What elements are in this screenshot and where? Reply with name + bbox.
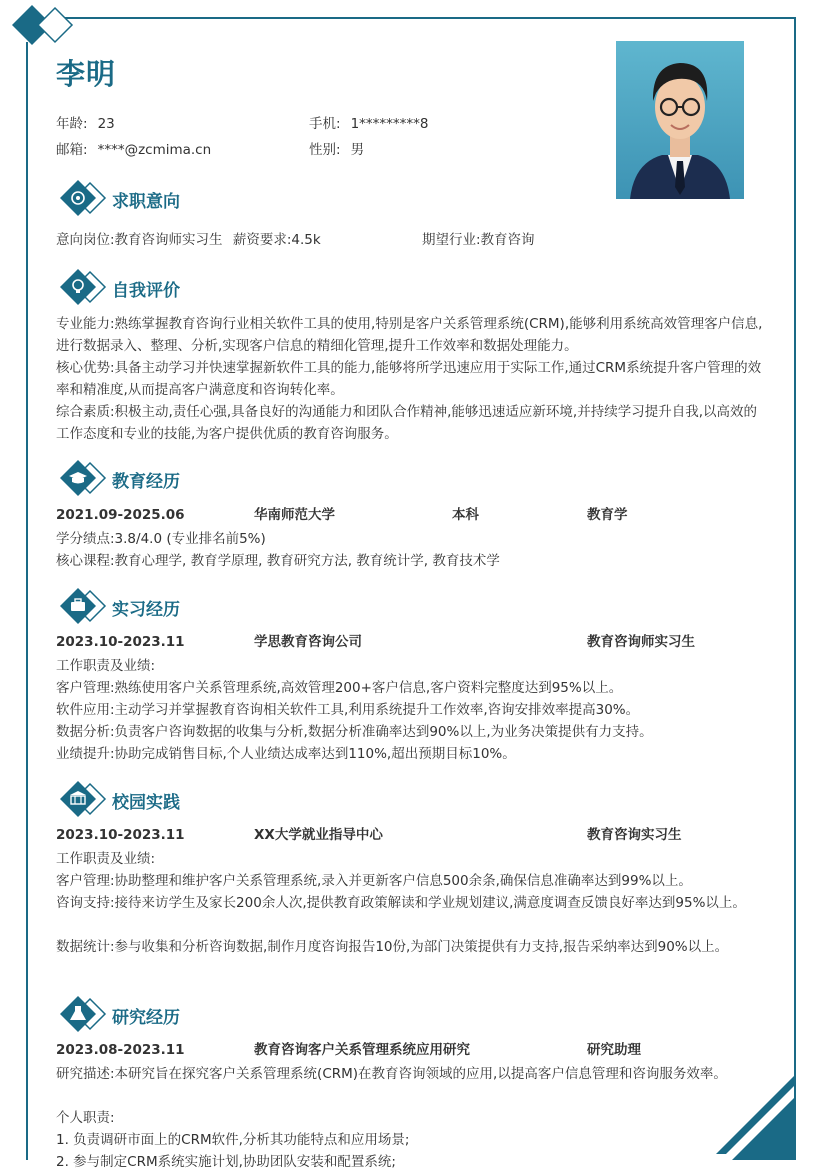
gender-label: 性别: — [309, 142, 341, 158]
section-title-intern: 实习经历 — [112, 600, 180, 620]
section-title-edu: 教育经历 — [112, 472, 180, 492]
intern-line-1: 工作职责及业绩: — [56, 658, 156, 674]
edu-major: 教育学 — [587, 507, 628, 523]
self-eval-2: 核心优势:具备主动学习并快速掌握新软件工具的能力,能够将所学迅速应用于实际工作,通过CRM系统提升客户管理的效率和精准度,从而提高客户满意度和咨询转化率。 — [56, 360, 762, 398]
research-line-1: 研究描述:本研究旨在探究客户关系管理系统(CRM)在教育咨询领域的应用,以提高客户信息管理和咨询服务效率。 — [56, 1066, 727, 1082]
intent-row — [56, 229, 768, 251]
intern-line-4: 数据分析:负责客户咨询数据的收集与分析,数据分析准确率达到90%以上,为业务决策提供有力支持。 — [56, 724, 653, 740]
candidate-name: 李明 — [56, 57, 117, 91]
campus-role: 教育咨询实习生 — [587, 827, 682, 843]
edu-school: 华南师范大学 — [254, 507, 335, 523]
age-info — [56, 112, 115, 132]
email-label: 邮箱: — [56, 142, 88, 158]
section-title-intent: 求职意向 — [112, 192, 180, 212]
intern-org: 学思教育咨询公司 — [254, 634, 362, 650]
frame-left-border — [26, 42, 28, 1160]
corner-diamond-icon — [10, 2, 80, 52]
intern-line-2: 客户管理:熟练使用客户关系管理系统,高效管理200+客户信息,客户资料完整度达到95%以上。 — [56, 680, 623, 696]
campus-line-4: 数据统计:参与收集和分析咨询数据,制作月度咨询报告10份,为部门决策提供有力支持,报告采纳率达到90%以上。 — [56, 939, 729, 955]
flask-icon — [60, 994, 110, 1034]
gender-info — [309, 138, 364, 158]
research-period: 2023.08-2023.11 — [56, 1042, 185, 1058]
campus-org: XX大学就业指导中心 — [254, 827, 383, 843]
research-line-3: 1. 负责调研市面上的CRM软件,分析其功能特点和应用场景; — [56, 1132, 410, 1148]
edu-gpa: 学分绩点:3.8/4.0 (专业排名前5%) — [56, 531, 266, 547]
target-icon — [60, 178, 110, 218]
edu-courses: 核心课程:教育心理学, 教育学原理, 教育研究方法, 教育统计学, 教育技术学 — [56, 553, 500, 569]
intent-salary: 薪资要求:4.5k — [232, 232, 321, 248]
education-row — [56, 504, 768, 526]
self-eval-3: 综合素质:积极主动,责任心强,具备良好的沟通能力和团队合作精神,能够迅速适应新环境,并持续学习提升自我,以高效的工作态度和专业的技能,为客户提供优质的教育咨询服务。 — [56, 404, 758, 442]
phone-value: 1*********8 — [350, 116, 429, 132]
self-eval-1: 专业能力:熟练掌握教育咨询行业相关软件工具的使用,特别是客户关系管理系统(CRM),能够利用系统高效管理客户信息,进行数据录入、整理、分析,实现客户信息的精细化管理,提升工作效率和数据处理能力。 — [56, 316, 763, 354]
intern-line-5: 业绩提升:协助完成销售目标,个人业绩达成率达到110%,超出预期目标10%。 — [56, 746, 516, 762]
campus-line-2: 客户管理:协助整理和维护客户关系管理系统,录入并更新客户信息500余条,确保信息准确率达到99%以上。 — [56, 873, 692, 889]
email-value: ****@zcmima.cn — [97, 142, 212, 158]
corner-triangle-decoration — [716, 1074, 796, 1160]
phone-info — [309, 112, 429, 132]
research-topic: 教育咨询客户关系管理系统应用研究 — [254, 1042, 470, 1058]
phone-label: 手机: — [309, 116, 341, 132]
building-icon — [60, 779, 110, 819]
lightbulb-icon — [60, 267, 110, 307]
email-info — [56, 138, 211, 158]
frame-top-border — [48, 17, 796, 19]
age-label: 年龄: — [56, 116, 88, 132]
section-title-campus: 校园实践 — [112, 793, 180, 813]
intern-period: 2023.10-2023.11 — [56, 634, 185, 650]
internship-row — [56, 631, 768, 653]
intent-position: 意向岗位:教育咨询师实习生 — [56, 232, 223, 248]
research-role: 研究助理 — [587, 1042, 641, 1058]
gender-value: 男 — [350, 142, 365, 158]
campus-row — [56, 824, 768, 846]
edu-period: 2021.09-2025.06 — [56, 507, 185, 523]
research-line-4: 2. 参与制定CRM系统实施计划,协助团队安装和配置系统; — [56, 1154, 396, 1170]
section-title-research: 研究经历 — [112, 1008, 180, 1028]
section-title-self: 自我评价 — [112, 281, 180, 301]
edu-degree: 本科 — [452, 507, 479, 523]
campus-period: 2023.10-2023.11 — [56, 827, 185, 843]
research-row — [56, 1039, 768, 1061]
campus-line-3: 咨询支持:接待来访学生及家长200余人次,提供教育政策解读和学业规划建议,满意度调查反馈良好率达到95%以上。 — [56, 895, 746, 911]
intern-line-3: 软件应用:主动学习并掌握教育咨询相关软件工具,利用系统提升工作效率,咨询安排效率提高30%。 — [56, 702, 640, 718]
intern-role: 教育咨询师实习生 — [587, 634, 695, 650]
age-value: 23 — [97, 116, 115, 132]
briefcase-icon — [60, 586, 110, 626]
frame-right-border — [794, 17, 796, 1160]
intent-industry: 期望行业:教育咨询 — [422, 232, 535, 248]
research-line-2: 个人职责: — [56, 1110, 115, 1126]
graduation-cap-icon — [60, 458, 110, 498]
campus-line-1: 工作职责及业绩: — [56, 851, 156, 867]
profile-photo — [616, 41, 744, 199]
